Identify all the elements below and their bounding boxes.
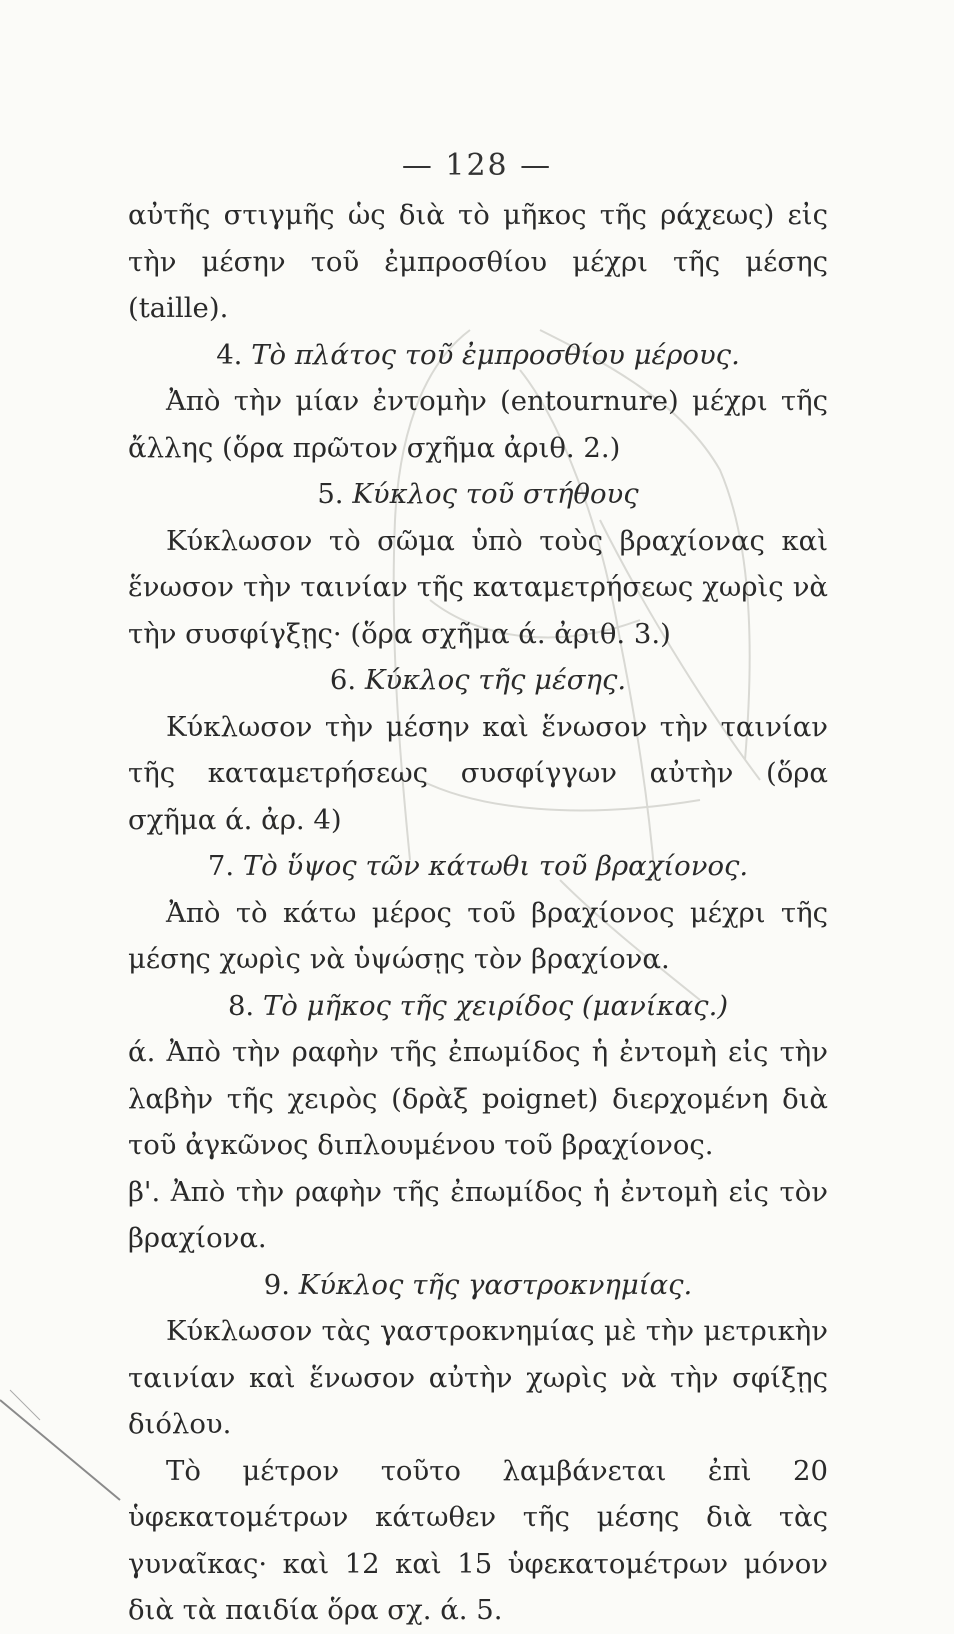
paragraph: Ἀπὸ τὸ κάτω μέρος τοῦ βραχίονος μέχρι τῆς μέσης χωρὶς νὰ ὑψώσῃς τὸν βραχίονα. [128, 896, 828, 975]
section-number: 6. [329, 664, 357, 696]
section-heading-calf [128, 1262, 828, 1309]
section-heading-waist [128, 657, 828, 704]
section-title: Τὸ πλάτος τοῦ ἐμπροσθίου μέρους. [251, 338, 740, 371]
paragraph: Ἀπὸ τὴν μίαν ἐντομὴν (entournure) μέχρι τῆς ἄλλης (ὅρα πρῶτον σχῆμα ἀριθ. 2.) [128, 385, 828, 464]
section-heading-underarm [128, 843, 828, 890]
paragraph: β'. Ἀπὸ τὴν ραφὴν τῆς ἐπωμίδος ἡ ἐντομὴ εἰς τὸν βραχίονα. [128, 1175, 828, 1254]
paragraph: Κύκλωσον τὸ σῶμα ὑπὸ τοὺς βραχίονας καὶ ἕνωσον τὴν ταινίαν τῆς καταμετρήσεως χωρὶς νὰ τὴν συσφίγξῃς· (ὅρα σχῆμα ά. ἀριθ. 3.) [128, 524, 828, 650]
paragraph: Τὸ μέτρον τοῦτο λαμβάνεται ἐπὶ 20 ὑφεκατομέτρων κάτωθεν τῆς μέσης διὰ τὰς γυναῖκας· καὶ 12 καὶ 15 ὑφεκατομέτρων μόνον διὰ τὰ παιδία ὅρα σχ. ά. 5. [128, 1454, 828, 1626]
section-title: Κύκλος τῆς γαστροκνημίας. [298, 1268, 693, 1301]
section-heading-sleeve [128, 983, 828, 1030]
section-title: Κύκλος τοῦ στήθους [352, 478, 639, 510]
section-title: Τὸ ὕψος τῶν κάτωθι τοῦ βραχίονος. [242, 850, 749, 882]
section-number: 5. [317, 478, 344, 510]
paragraph: ά. Ἀπὸ τὴν ραφὴν τῆς ἐπωμίδος ἡ ἐντομὴ εἰς τὴν λαβὴν τῆς χειρὸς (δρὰξ poignet) διερχομένη διὰ τοῦ ἀγκῶνος διπλουμένου τοῦ βραχίονος. [128, 1036, 828, 1161]
page-number: — 128 — [401, 148, 553, 183]
section-heading-chest [128, 471, 828, 518]
paragraph-continuation: αὐτῆς στιγμῆς ὡς διὰ τὸ μῆκος τῆς ράχεως) εἰς τὴν μέσην τοῦ ἐμπροσθίου μέχρι τῆς μέσης (taille). [128, 199, 828, 324]
paragraph: Κύκλωσον τὴν μέσην καὶ ἕνωσον τὴν ταινίαν τῆς καταμετρήσεως συσφίγγων αὐτὴν (ὅρα σχῆμα ά. ἀρ. 4) [128, 710, 828, 836]
section-heading-width-front [128, 332, 828, 379]
section-number: 7. [207, 850, 235, 882]
section-number: 9. [263, 1268, 290, 1301]
section-number: 4. [216, 338, 243, 371]
paper-scratch-mark [0, 1390, 140, 1500]
page-body [128, 192, 828, 1634]
section-title: Κύκλος τῆς μέσης. [364, 664, 627, 696]
section-title: Τὸ μῆκος τῆς χειρίδος (μανίκας.) [262, 989, 729, 1022]
paragraph: Κύκλωσον τὰς γαστροκνημίας μὲ τὴν μετρικὴν ταινίαν καὶ ἕνωσον αὐτὴν χωρὶς νὰ τὴν σφίξῃς διόλου. [128, 1315, 828, 1440]
section-number: 8. [227, 989, 255, 1022]
